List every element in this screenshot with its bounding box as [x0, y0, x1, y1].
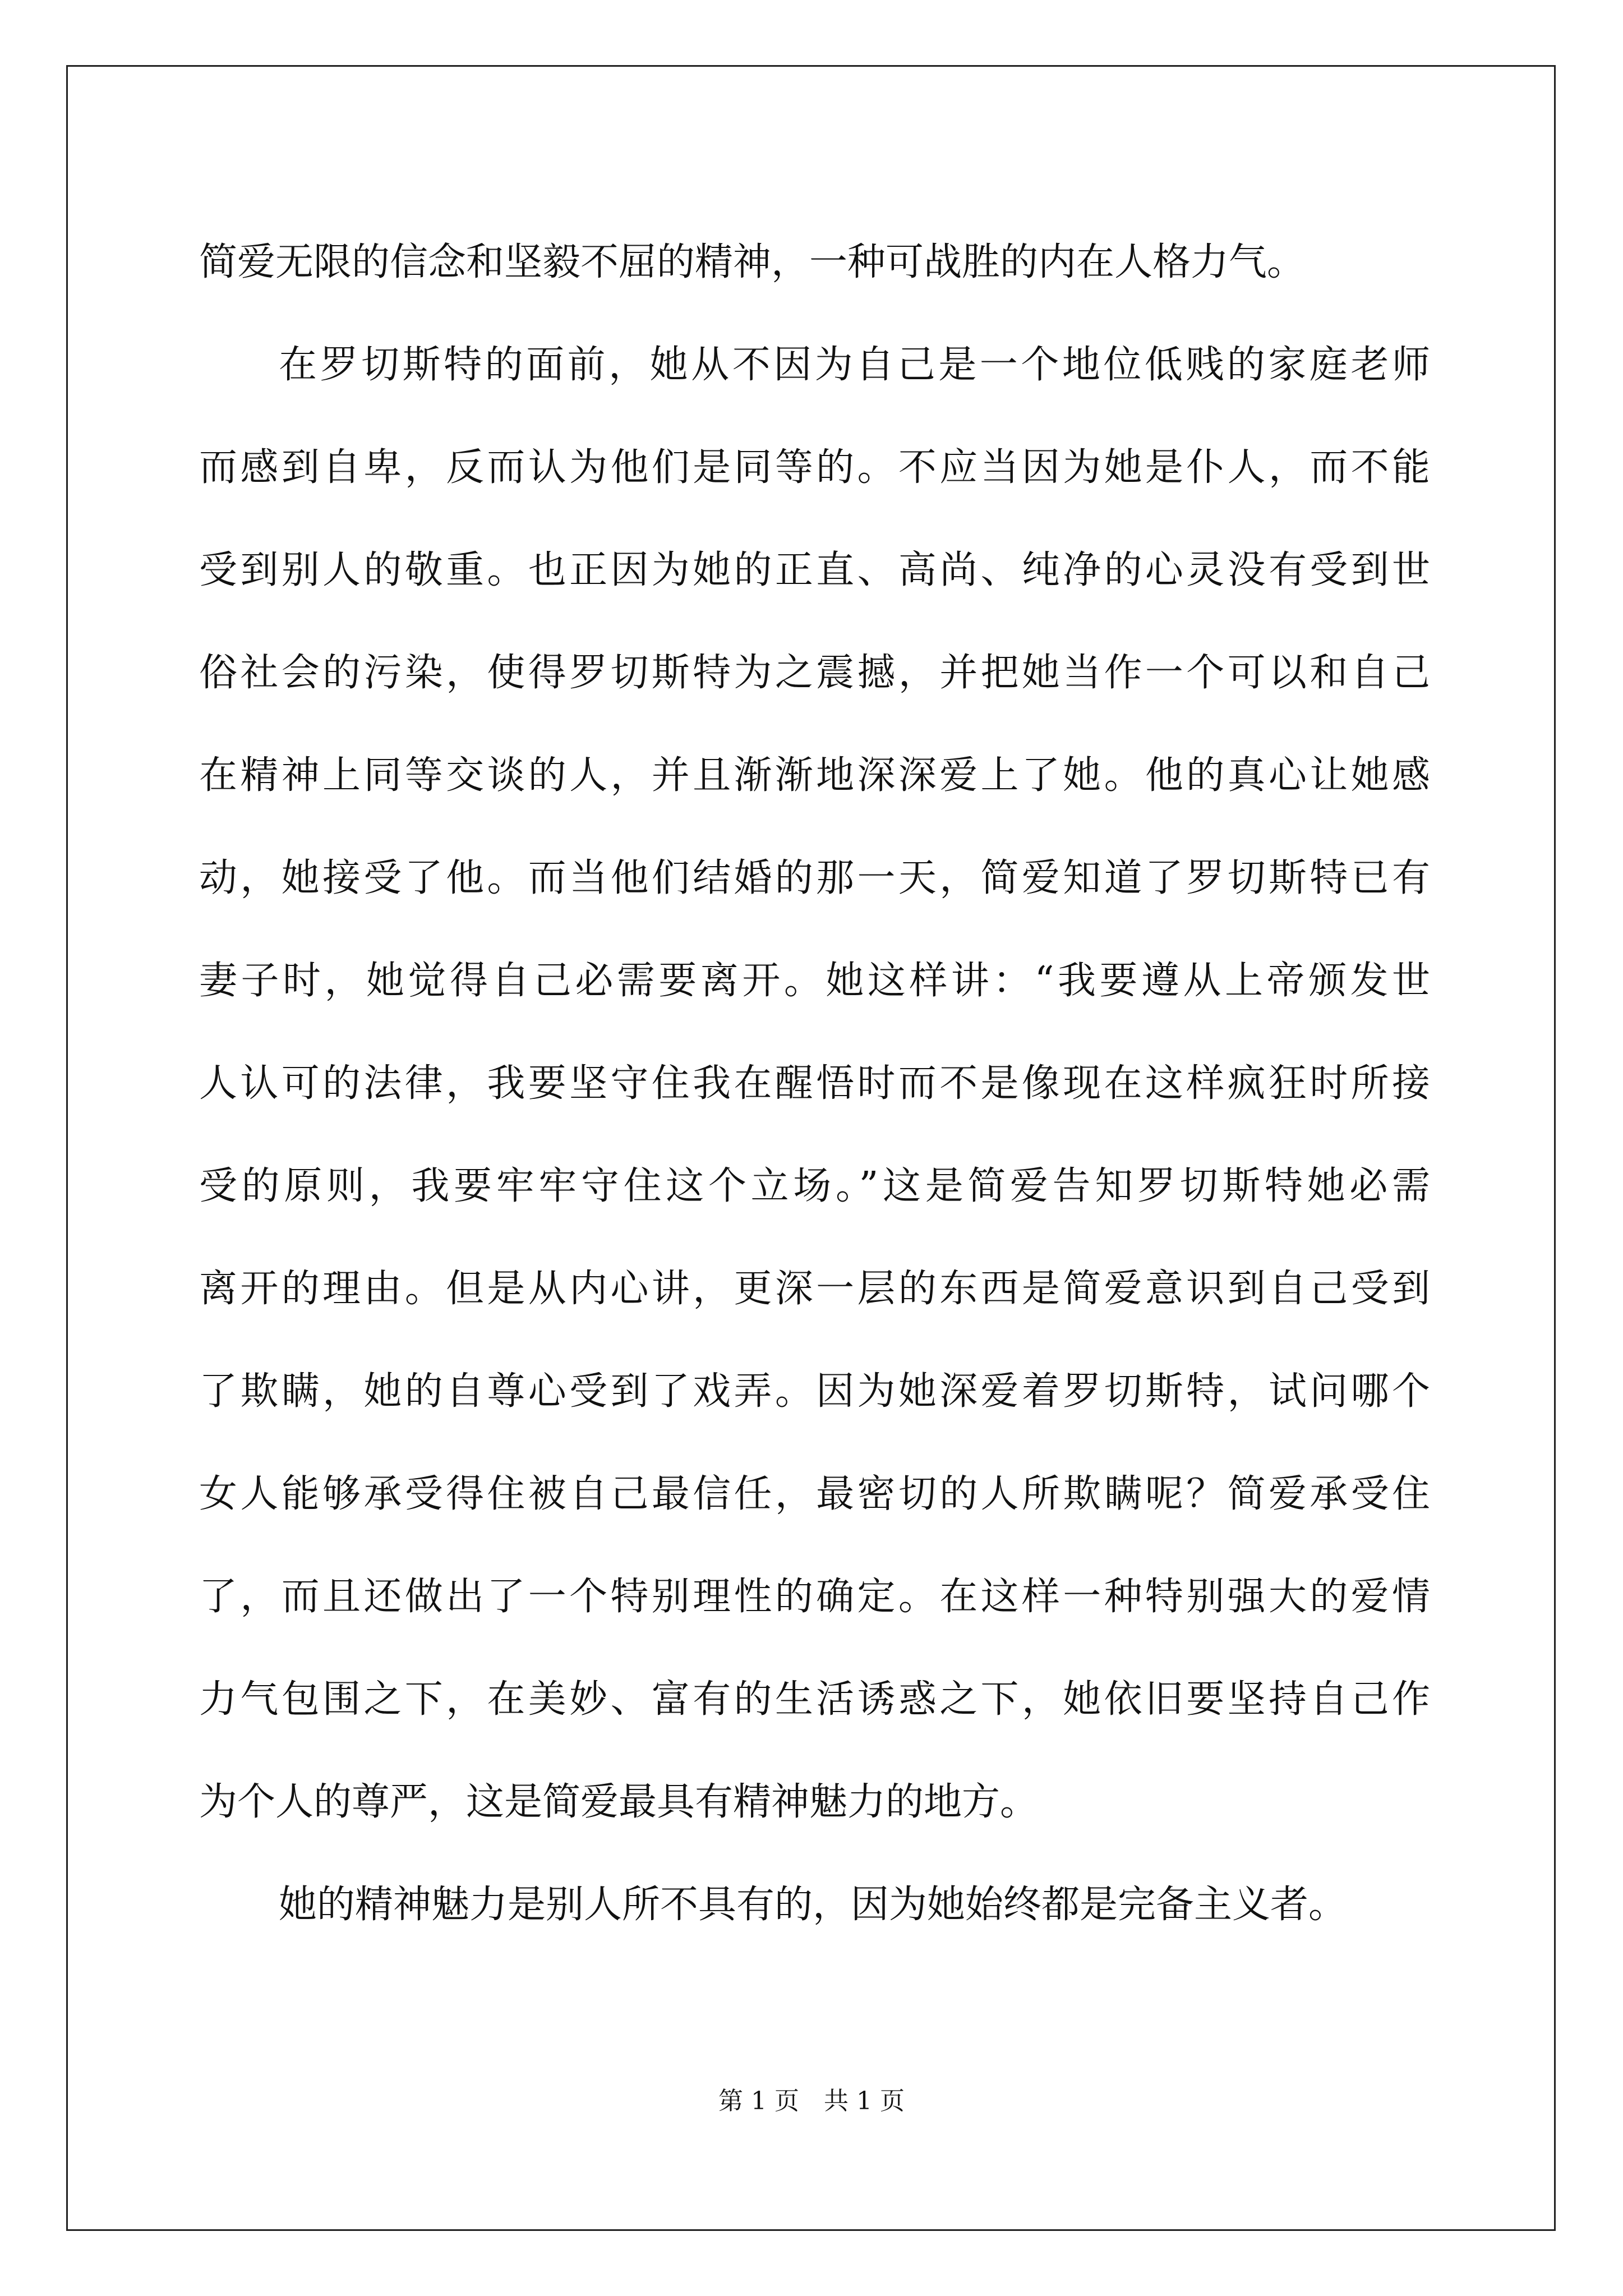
text-line: 妻子时，她觉得自己必需要离开。她这样讲：“我要遵从上帝颁发世: [199, 959, 1430, 1003]
text-line: 俗社会的污染，使得罗切斯特为之震撼，并把她当作一个可以和自己: [199, 651, 1430, 695]
page-number-label: 第 1 页 共 1 页: [718, 2087, 905, 2115]
text-line: 受的原则，我要牢牢守住这个立场。”这是简爱告知罗切斯特她必需: [199, 1164, 1430, 1208]
text-line: 为个人的尊严，这是简爱最具有精神魅力的地方。: [199, 1780, 1039, 1824]
page-footer: [0, 2085, 1623, 2118]
document-body: [199, 211, 1430, 1956]
text-line: 了，而且还做出了一个特别理性的确定。在这样一种特别强大的爱情: [199, 1575, 1430, 1619]
paragraph-first-line: 在罗切斯特的面前，她从不因为自己是一个地位低贱的家庭老师: [279, 343, 1430, 387]
text-line: 简爱无限的信念和坚毅不屈的精神，一种可战胜的内在人格力气。: [199, 240, 1306, 284]
text-line: 女人能够承受得住被自己最信任，最密切的人所欺瞒呢？简爱承受住: [199, 1472, 1430, 1516]
paragraph-first-line: 她的精神魅力是别人所不具有的，因为她始终都是完备主义者。: [279, 1883, 1347, 1927]
text-line: 人认可的法律，我要坚守住我在醒悟时而不是像现在这样疯狂时所接: [199, 1061, 1430, 1106]
text-line: 受到别人的敬重。也正因为她的正直、高尚、纯净的心灵没有受到世: [199, 548, 1430, 592]
text-line: 动，她接受了他。而当他们结婚的那一天，简爱知道了罗切斯特已有: [199, 856, 1430, 900]
text-line: 了欺瞒，她的自尊心受到了戏弄。因为她深爱着罗切斯特，试问哪个: [199, 1369, 1430, 1414]
text-line: 在精神上同等交谈的人，并且渐渐地深深爱上了她。他的真心让她感: [199, 753, 1430, 798]
text-line: 而感到自卑，反而认为他们是同等的。不应当因为她是仆人，而不能: [199, 445, 1430, 490]
text-line: 离开的理由。但是从内心讲，更深一层的东西是简爱意识到自己受到: [199, 1267, 1430, 1311]
text-line: 力气包围之下，在美妙、富有的生活诱惑之下，她依旧要坚持自己作: [199, 1677, 1430, 1722]
